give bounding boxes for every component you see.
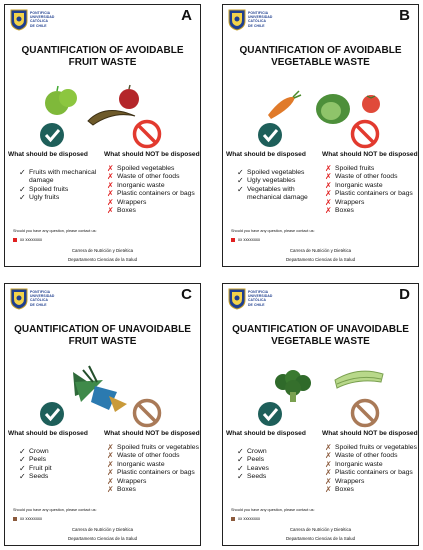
list-item: ✓ Peels <box>19 456 101 464</box>
list-item: ✗ Wrappers <box>107 199 201 207</box>
list-item: ✓ Crown <box>19 448 101 456</box>
list-item: ✗ Boxes <box>107 486 201 494</box>
contact-line <box>13 516 42 521</box>
contact-value: xx xxxxxxxx <box>20 516 43 521</box>
contact-square-icon <box>13 238 17 242</box>
not-disposed-list <box>107 165 201 215</box>
footer-line-2: Departamento Ciencias de la Salud <box>285 536 356 541</box>
contact-value: xx xxxxxxxx <box>238 516 261 521</box>
not-disposed-list <box>325 165 419 215</box>
list-item: ✓ Spoiled fruits <box>19 186 101 194</box>
panel-title: QUANTIFICATION OF UNAVOIDABLE FRUIT WASTE <box>14 324 191 347</box>
list-item: ✓ Seeds <box>237 473 319 481</box>
panel-letter: B <box>399 7 410 24</box>
footer-line-2: Departamento Ciencias de la Salud <box>67 536 138 541</box>
university-crest-icon <box>10 9 28 31</box>
footer-line-1: Carrera de Nutrición y Dietética <box>71 248 134 253</box>
panel-c <box>4 283 201 546</box>
check-circle-icon <box>257 122 283 148</box>
apple-image <box>119 85 139 109</box>
list-item: ✗ Boxes <box>107 207 201 215</box>
pineapple-crown-image <box>73 366 127 412</box>
contact-square-icon <box>231 517 235 521</box>
check-circle-icon <box>257 401 283 427</box>
contact-value: xx xxxxxxxx <box>20 237 43 242</box>
university-name: PONTIFICIA UNIVERSIDAD CATÓLICA DE CHILE <box>30 290 55 307</box>
footer-line-2: Departamento Ciencias de la Salud <box>67 257 138 262</box>
disposed-list <box>19 448 101 482</box>
disposed-heading: What should be disposed <box>226 430 306 437</box>
prohibited-icon <box>132 398 162 428</box>
list-item: ✗ Plastic containers or bags <box>107 469 201 477</box>
panel-letter: D <box>399 286 410 303</box>
carrot-image <box>268 91 301 119</box>
panel-letter: A <box>181 7 192 24</box>
lettuce-image <box>316 94 350 124</box>
list-item: ✗ Wrappers <box>325 199 419 207</box>
list-item: ✓ Ugly vegetables <box>237 177 319 185</box>
disposed-heading: What should be disposed <box>8 430 88 437</box>
list-item: ✗ Waste of other foods <box>325 452 419 460</box>
list-item: ✗ Inorganic waste <box>107 461 201 469</box>
contact-text: Should you have any question, please contact us: <box>13 508 97 512</box>
prohibited-icon <box>350 119 380 149</box>
vegetable-images <box>223 73 420 135</box>
contact-line <box>231 237 260 242</box>
list-item: ✓ Fruit pit <box>19 465 101 473</box>
not-disposed-heading: What should NOT be disposed <box>104 151 200 158</box>
check-circle-icon <box>39 122 65 148</box>
broccoli-image <box>275 370 311 402</box>
panel-a <box>4 4 201 267</box>
university-crest-icon <box>228 9 246 31</box>
list-item: ✗ Wrappers <box>325 478 419 486</box>
footer-line-1: Carrera de Nutrición y Dietética <box>289 527 352 532</box>
contact-square-icon <box>13 517 17 521</box>
contact-text: Should you have any question, please contact us: <box>13 229 97 233</box>
contact-line <box>13 237 42 242</box>
contact-text: Should you have any question, please contact us: <box>231 229 315 233</box>
list-item: ✗ Spoiled vegetables <box>107 165 201 173</box>
not-disposed-heading: What should NOT be disposed <box>322 430 418 437</box>
vegetable-images <box>223 352 420 414</box>
list-item: ✗ Spoiled fruits or vegetables <box>107 444 201 452</box>
list-item: ✗ Wrappers <box>107 478 201 486</box>
disposed-list <box>237 169 319 203</box>
list-item: ✓ Seeds <box>19 473 101 481</box>
apples-image <box>45 86 77 115</box>
fruit-images <box>5 352 202 414</box>
list-item: ✓ Fruits with mechanical damage <box>19 169 101 186</box>
panel-title: QUANTIFICATION OF AVOIDABLE VEGETABLE WASTE <box>239 45 402 68</box>
university-name: PONTIFICIA UNIVERSIDAD CATÓLICA DE CHILE <box>30 11 55 28</box>
disposed-list <box>237 448 319 482</box>
list-item: ✗ Plastic containers or bags <box>325 190 419 198</box>
list-item: ✗ Inorganic waste <box>325 182 419 190</box>
banana-image <box>88 111 135 125</box>
panel-title: QUANTIFICATION OF AVOIDABLE FRUIT WASTE <box>21 45 184 68</box>
list-item: ✓ Peels <box>237 456 319 464</box>
contact-line <box>231 516 260 521</box>
list-item: ✓ Leaves <box>237 465 319 473</box>
list-item: ✗ Waste of other foods <box>107 173 201 181</box>
contact-square-icon <box>231 238 235 242</box>
footer-line-2: Departamento Ciencias de la Salud <box>285 257 356 262</box>
university-crest-icon <box>10 288 28 310</box>
not-disposed-heading: What should NOT be disposed <box>104 430 200 437</box>
celery-image <box>335 371 383 388</box>
prohibited-icon <box>132 119 162 149</box>
university-name: PONTIFICIA UNIVERSIDAD CATÓLICA DE CHILE <box>248 290 273 307</box>
list-item: ✗ Waste of other foods <box>325 173 419 181</box>
panel-b <box>222 4 419 267</box>
panel-d <box>222 283 419 546</box>
university-crest-icon <box>228 288 246 310</box>
list-item: ✓ Vegetables with mechanical damage <box>237 186 319 203</box>
list-item: ✗ Inorganic waste <box>325 461 419 469</box>
list-item: ✗ Plastic containers or bags <box>325 469 419 477</box>
not-disposed-list <box>107 444 201 494</box>
list-item: ✗ Spoiled fruits <box>325 165 419 173</box>
list-item: ✓ Crown <box>237 448 319 456</box>
disposed-heading: What should be disposed <box>226 151 306 158</box>
fruit-images <box>5 73 202 135</box>
footer-line-1: Carrera de Nutrición y Dietética <box>71 527 134 532</box>
tomato-image <box>362 95 380 113</box>
disposed-heading: What should be disposed <box>8 151 88 158</box>
list-item: ✗ Boxes <box>325 486 419 494</box>
list-item: ✓ Ugly fruits <box>19 194 101 202</box>
list-item: ✗ Waste of other foods <box>107 452 201 460</box>
list-item: ✓ Spoiled vegetables <box>237 169 319 177</box>
contact-text: Should you have any question, please contact us: <box>231 508 315 512</box>
panel-letter: C <box>181 286 192 303</box>
prohibited-icon <box>350 398 380 428</box>
list-item: ✗ Inorganic waste <box>107 182 201 190</box>
not-disposed-list <box>325 444 419 494</box>
not-disposed-heading: What should NOT be disposed <box>322 151 418 158</box>
list-item: ✗ Boxes <box>325 207 419 215</box>
check-circle-icon <box>39 401 65 427</box>
panel-title: QUANTIFICATION OF UNAVOIDABLE VEGETABLE WASTE <box>232 324 409 347</box>
university-name: PONTIFICIA UNIVERSIDAD CATÓLICA DE CHILE <box>248 11 273 28</box>
footer-line-1: Carrera de Nutrición y Dietética <box>289 248 352 253</box>
disposed-list <box>19 169 101 203</box>
list-item: ✗ Spoiled fruits or vegetables <box>325 444 419 452</box>
contact-value: xx xxxxxxxx <box>238 237 261 242</box>
list-item: ✗ Plastic containers or bags <box>107 190 201 198</box>
